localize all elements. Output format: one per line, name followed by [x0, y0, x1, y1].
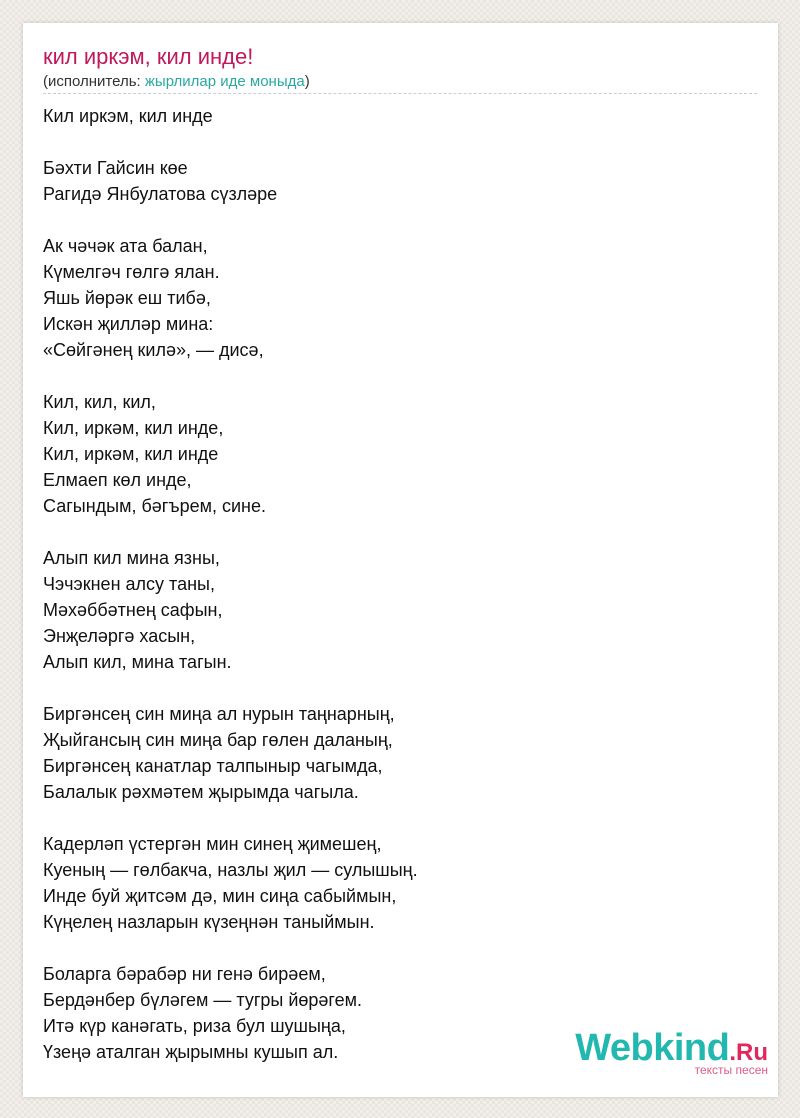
- lyric-line: Бәхти Гайсин көе: [43, 158, 188, 178]
- lyric-line: Кил, кил, кил,: [43, 392, 156, 412]
- lyric-line: Боларга бәрабәр ни генә бирәем,: [43, 964, 326, 984]
- lyric-line: Бердәнбер бүләгем — тугры йөрәгем.: [43, 990, 362, 1010]
- song-title: кил иркэм, кил инде!: [43, 44, 254, 69]
- divider: [43, 93, 757, 94]
- lyric-line: Кил иркэм, кил инде: [43, 106, 213, 126]
- lyric-line: Итә күр канәгать, риза бул шушыңа,: [43, 1016, 346, 1036]
- lyric-line: Алып кил мина язны,: [43, 548, 220, 568]
- site-logo[interactable]: [575, 1027, 768, 1077]
- artist-suffix: ): [304, 73, 310, 90]
- logo-main: Webkind: [575, 1027, 730, 1069]
- lyric-blank-line: [43, 129, 418, 155]
- lyric-line: Энҗеләргә хасын,: [43, 626, 196, 646]
- lyric-line: Күңелең назларын күзеңнән таныймын.: [43, 912, 375, 932]
- lyric-line: Инде буй җитсәм дә, мин сиңа сабыймын,: [43, 886, 397, 906]
- lyrics-block: [43, 103, 418, 1065]
- artist-line: [43, 72, 310, 92]
- lyric-line: Кил, иркәм, кил инде: [43, 444, 219, 464]
- lyric-blank-line: [43, 207, 418, 233]
- lyric-line: Кил, иркәм, кил инде,: [43, 418, 224, 438]
- lyric-line: Алып кил, мина тагын.: [43, 652, 232, 672]
- lyric-line: Рагидә Янбулатова сүзләре: [43, 184, 278, 204]
- lyric-line: Биргәнсең син миңа ал нурын таңнарның,: [43, 704, 395, 724]
- logo-tagline: тексты песен: [694, 1063, 768, 1077]
- lyric-line: «Сөйгәнең килә», — дисә,: [43, 340, 264, 360]
- logo-suffix: .Ru: [729, 1039, 768, 1066]
- lyric-line: Искән җилләр мина:: [43, 314, 214, 334]
- lyric-line: Ак чәчәк ата балан,: [43, 236, 208, 256]
- lyric-line: Биргәнсең канатлар талпыныр чагымда,: [43, 756, 383, 776]
- artist-link[interactable]: жырлилар иде моныда: [144, 73, 305, 90]
- lyric-blank-line: [43, 675, 418, 701]
- lyric-line: Яшь йөрәк еш тибә,: [43, 288, 211, 308]
- lyrics-page: [23, 23, 778, 1097]
- artist-prefix: (исполнитель:: [43, 73, 145, 90]
- lyric-line: Балалык рәхмәтем җырымда чагыла.: [43, 782, 359, 802]
- lyric-line: Куеның — гөлбакча, назлы җил — сулышың.: [43, 860, 418, 880]
- lyric-blank-line: [43, 363, 418, 389]
- lyric-blank-line: [43, 805, 418, 831]
- lyric-line: Чэчэкнен алсу таны,: [43, 574, 215, 594]
- lyric-line: Елмаеп көл инде,: [43, 470, 192, 490]
- lyric-blank-line: [43, 519, 418, 545]
- lyric-line: Мәхәббәтнең сафын,: [43, 600, 223, 620]
- lyric-line: Үзеңә аталган җырымны кушып ал.: [43, 1042, 339, 1062]
- lyric-line: Кадерләп үстергән мин синең җимешең,: [43, 834, 382, 854]
- lyric-blank-line: [43, 935, 418, 961]
- lyric-line: Күмелгәч гөлгә ялан.: [43, 262, 220, 282]
- lyric-line: Җыйгансың син миңа бар гөлен даланың,: [43, 730, 393, 750]
- lyric-line: Сагындым, бәгърем, сине.: [43, 496, 267, 516]
